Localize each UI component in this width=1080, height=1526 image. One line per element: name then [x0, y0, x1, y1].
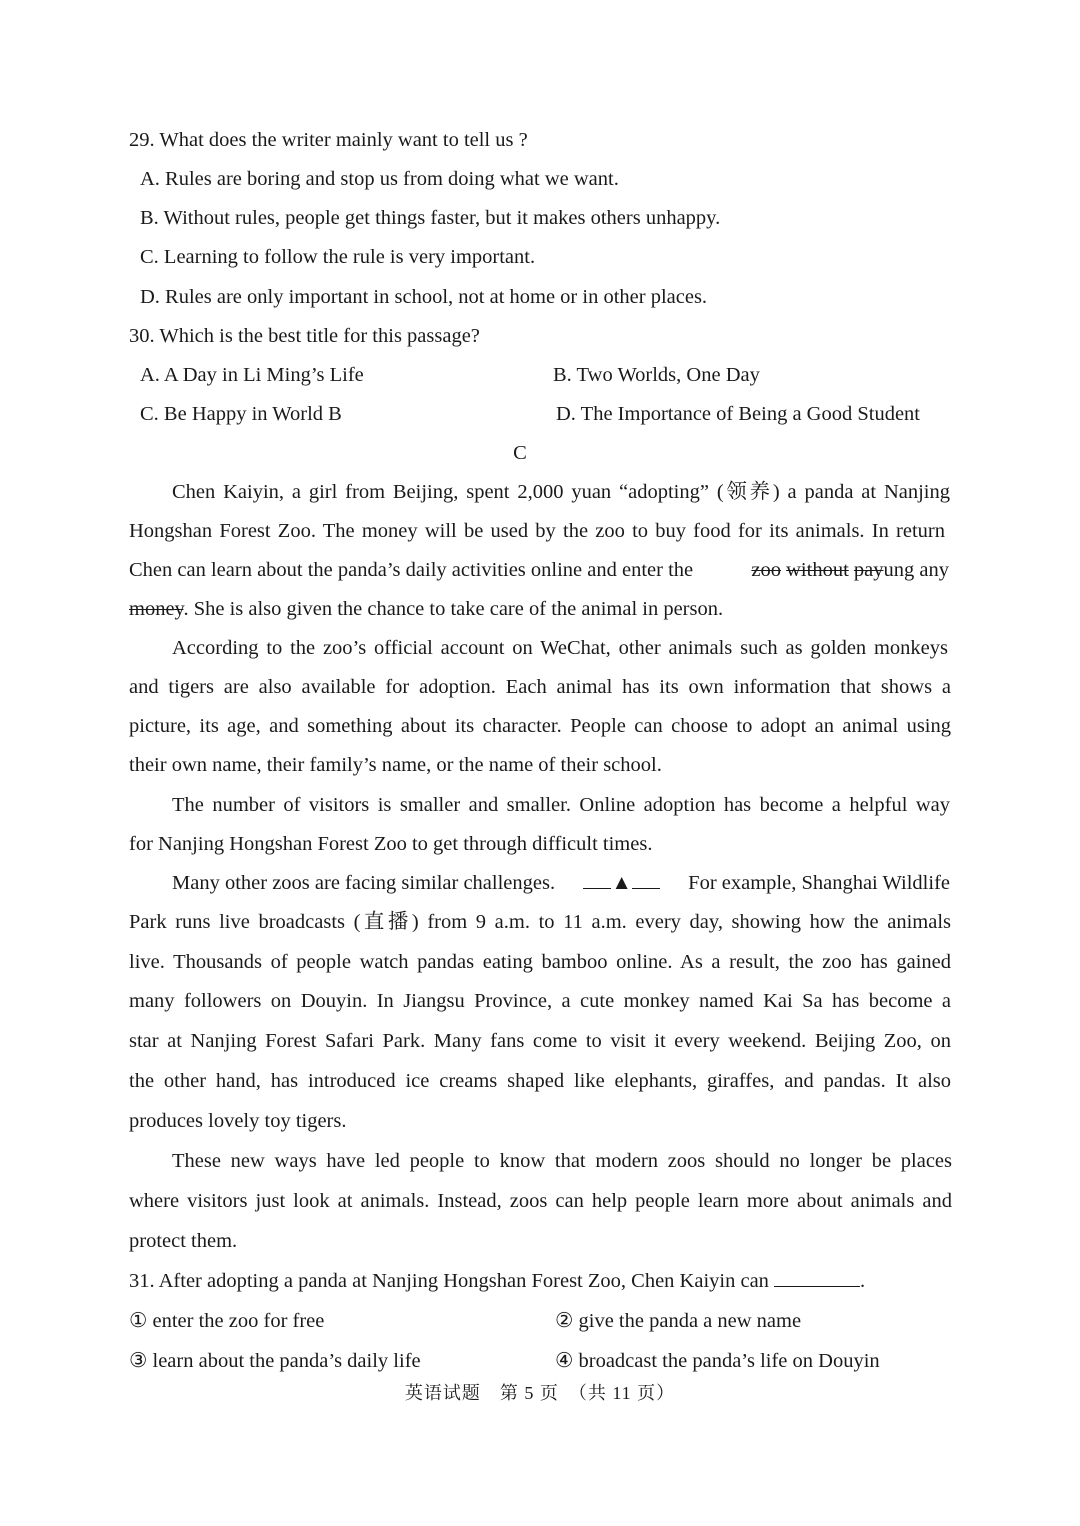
q31-option-2: ② give the panda a new name	[555, 1310, 802, 1332]
q29-option-c: C. Learning to follow the rule is very important.	[140, 246, 536, 268]
passage-line-text: Chen can learn about the panda’s daily activities online and enter the	[129, 559, 694, 581]
passage-line: produces lovely toy tigers.	[129, 1110, 347, 1132]
question-31-end: .	[860, 1270, 866, 1292]
struck-text	[751, 560, 949, 581]
answer-blank	[774, 1271, 860, 1287]
passage-line-struck	[129, 560, 949, 581]
struck-word: zoo	[751, 559, 781, 581]
passage-line: the other hand, has introduced ice creams shaped like elephants, giraffes, and pandas. It also	[129, 1070, 951, 1092]
question-30: 30. Which is the best title for this passage?	[129, 325, 480, 347]
passage-line: many followers on Douyin. In Jiangsu Province, a cute monkey named Kai Sa has become a	[129, 990, 951, 1012]
passage-line: Chen Kaiyin, a girl from Beijing, spent 2,000 yuan “adopting” (领养) a panda at Nanjing	[172, 481, 950, 503]
struck-word: money	[129, 598, 184, 620]
passage-line: picture, its age, and something about its character. People can choose to adopt an animal using	[129, 715, 951, 737]
passage-line: Park runs live broadcasts (直播) from 9 a.m. to 11 a.m. every day, showing how the animals	[129, 911, 951, 933]
passage-line-text: Many other zoos are facing similar challenges.	[172, 872, 556, 894]
q30-option-a: A. A Day in Li Ming’s Life	[140, 364, 364, 386]
section-label: C	[513, 442, 527, 464]
q29-option-a: A. Rules are boring and stop us from doing what we want.	[140, 168, 619, 190]
passage-line: According to the zoo’s official account on WeChat, other animals such as golden monkeys	[172, 637, 948, 659]
passage-line-text: For example, Shanghai Wildlife	[688, 872, 950, 894]
q29-option-d: D. Rules are only important in school, not at home or in other places.	[140, 286, 708, 308]
answer-gap	[583, 873, 659, 894]
passage-line: for Nanjing Hongshan Forest Zoo to get through difficult times.	[129, 833, 653, 855]
q30-option-d: D. The Importance of Being a Good Student	[556, 403, 920, 425]
q30-option-c: C. Be Happy in World B	[140, 403, 342, 425]
question-29: 29. What does the writer mainly want to tell us ?	[129, 129, 528, 151]
passage-line-gap	[172, 873, 950, 894]
struck-word: pay	[853, 559, 884, 581]
q31-option-3: ③ learn about the panda’s daily life	[129, 1350, 421, 1372]
passage-line: and tigers are also available for adoption. Each animal has its own information that shows a	[129, 676, 951, 698]
struck-word: without	[786, 559, 849, 581]
gap-triangle-mark: ▲	[611, 872, 632, 894]
passage-line: Hongshan Forest Zoo. The money will be used by the zoo to buy food for its animals. In return	[129, 520, 945, 542]
passage-line: protect them.	[129, 1230, 238, 1252]
passage-line: their own name, their family’s name, or the name of their school.	[129, 754, 662, 776]
passage-line-struck	[129, 599, 723, 620]
passage-line: where visitors just look at animals. Instead, zoos can help people learn more about animals and	[129, 1190, 952, 1212]
q30-option-b: B. Two Worlds, One Day	[553, 364, 760, 386]
passage-line-text: ung any	[883, 559, 949, 581]
q29-option-b: B. Without rules, people get things faster, but it makes others unhappy.	[140, 207, 721, 229]
q31-option-4: ④ broadcast the panda’s life on Douyin	[555, 1350, 880, 1372]
passage-line-text: She is also given the chance to take care of the animal in person.	[193, 598, 724, 620]
q31-option-1: ① enter the zoo for free	[129, 1310, 325, 1332]
page-footer: 英语试题 第 5 页 （共 11 页）	[404, 1383, 676, 1403]
question-31	[129, 1271, 865, 1292]
passage-line: star at Nanjing Forest Safari Park. Many fans come to visit it every weekend. Beijing Zoo, on	[129, 1030, 951, 1052]
passage-line: The number of visitors is smaller and smaller. Online adoption has become a helpful way	[172, 794, 950, 816]
passage-line: These new ways have led people to know that modern zoos should no longer be places	[172, 1150, 952, 1172]
passage-line-text: .	[183, 598, 189, 620]
question-31-text: 31. After adopting a panda at Nanjing Hongshan Forest Zoo, Chen Kaiyin can	[129, 1270, 769, 1292]
passage-line: live. Thousands of people watch pandas eating bamboo online. As a result, the zoo has gained	[129, 951, 951, 973]
